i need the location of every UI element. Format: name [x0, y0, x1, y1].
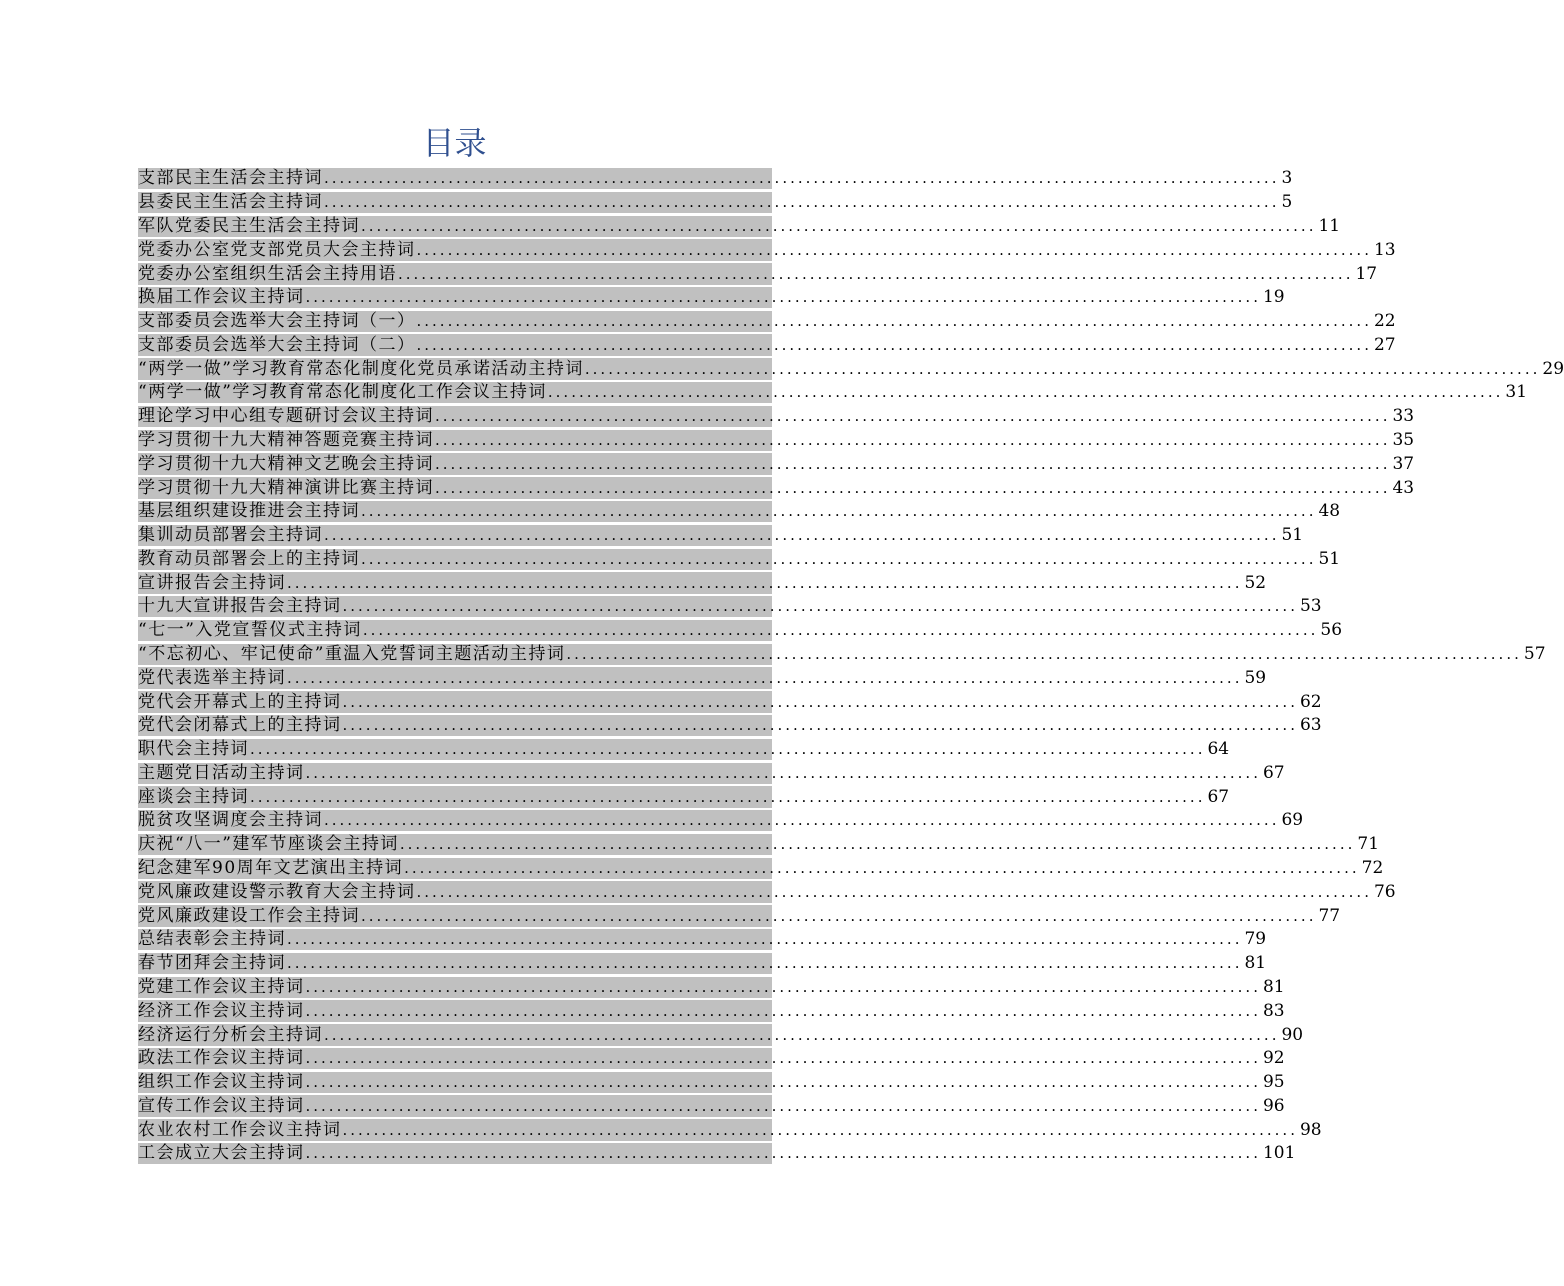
toc-entry-title: 工会成立大会主持词 [138, 1143, 305, 1164]
toc-entry-title: 春节团拜会主持词 [138, 953, 286, 974]
toc-dot-leader: ........................................................................................................................... [324, 169, 1280, 188]
toc-entry-title: 教育动员部署会上的主持词 [138, 548, 360, 569]
toc-entry-title: 换届工作会议主持词 [138, 287, 305, 308]
toc-entry[interactable] [138, 739, 1230, 760]
toc-entry-title: 宣传工作会议主持词 [138, 1095, 305, 1116]
toc-dot-leader: ........................................................................................................................... [416, 882, 1372, 901]
toc-page-number: 59 [1244, 667, 1267, 688]
toc-entry[interactable] [138, 525, 1304, 546]
toc-page-number: 81 [1262, 976, 1285, 997]
toc-entry-title: 支部委员会选举大会主持词（二） [138, 334, 416, 355]
toc-entry-title: 党风廉政建设警示教育大会主持词 [138, 881, 416, 902]
toc-entry[interactable] [138, 572, 1267, 593]
toc-dot-leader: ........................................................................................................................... [416, 240, 1372, 259]
toc-dot-leader: ........................................................................................................................... [361, 906, 1317, 925]
toc-entry[interactable] [138, 596, 1322, 617]
toc-dot-leader: ........................................................................................................................... [342, 597, 1298, 616]
toc-entry[interactable] [138, 406, 1415, 427]
toc-page-number: 95 [1262, 1072, 1285, 1093]
toc-entry-title: 宣讲报告会主持词 [138, 572, 286, 593]
toc-page-number: 96 [1262, 1095, 1285, 1116]
page-title: 目录 [422, 124, 487, 162]
toc-dot-leader: ........................................................................................................................... [305, 1073, 1261, 1092]
toc-entry[interactable] [138, 1048, 1285, 1069]
toc-dot-leader: ........................................................................................................................... [305, 1049, 1261, 1068]
toc-dot-leader: ........................................................................................................................... [584, 359, 1541, 378]
toc-entry[interactable] [138, 382, 1528, 403]
toc-dot-leader: ........................................................................................................................... [342, 716, 1298, 735]
toc-page-number: 29 [1542, 358, 1564, 379]
toc-entry[interactable] [138, 1119, 1322, 1140]
toc-dot-leader: ........................................................................................................................... [435, 430, 1391, 449]
toc-dot-leader: ........................................................................................................................... [435, 478, 1391, 497]
toc-dot-leader: ........................................................................................................................... [305, 288, 1261, 307]
toc-entry-title: 支部委员会选举大会主持词（一） [138, 311, 416, 332]
toc-page-number: 5 [1281, 192, 1293, 213]
toc-entry[interactable] [138, 477, 1415, 498]
toc-dot-leader: ........................................................................................................................... [416, 335, 1372, 354]
toc-entry[interactable] [138, 192, 1293, 213]
toc-dot-leader: ........................................................................................................................... [287, 668, 1243, 687]
toc-entry[interactable] [138, 762, 1285, 784]
toc-entry-title: 经济运行分析会主持词 [138, 1024, 323, 1045]
toc-page-number: 19 [1262, 287, 1285, 308]
toc-page-number: 35 [1392, 429, 1415, 450]
toc-entry-title: 军队党委民主生活会主持词 [138, 215, 360, 236]
toc-entry[interactable] [138, 263, 1378, 284]
toc-entry-title: 支部民主生活会主持词 [138, 168, 323, 189]
toc-page-number: 22 [1373, 311, 1396, 332]
toc-dot-leader: ........................................................................................................................... [399, 835, 1356, 854]
table-of-contents [138, 168, 1564, 1167]
toc-page-number: 71 [1357, 834, 1380, 855]
toc-entry-title: 经济工作会议主持词 [138, 1000, 305, 1021]
toc-page-number: 3 [1281, 168, 1293, 189]
toc-entry[interactable] [138, 691, 1322, 712]
toc-entry[interactable] [138, 1024, 1304, 1045]
toc-entry[interactable] [138, 429, 1415, 451]
toc-entry-title: 职代会主持词 [138, 739, 249, 760]
toc-entry-title: 县委民主生活会主持词 [138, 192, 323, 213]
toc-entry-title: 农业农村工作会议主持词 [138, 1119, 342, 1140]
toc-entry-title: 学习贯彻十九大精神演讲比赛主持词 [138, 477, 434, 498]
toc-entry[interactable] [138, 358, 1564, 379]
toc-entry-title: 集训动员部署会主持词 [138, 525, 323, 546]
toc-entry[interactable] [138, 168, 1293, 189]
toc-page-number: 79 [1244, 929, 1267, 950]
toc-page-number: 53 [1299, 596, 1322, 617]
toc-dot-leader: ........................................................................................................................... [566, 645, 1522, 664]
toc-page-number: 43 [1392, 477, 1415, 498]
toc-entry-title: 学习贯彻十九大精神文艺晚会主持词 [138, 453, 434, 474]
toc-entry[interactable] [138, 810, 1304, 831]
toc-entry-title: 学习贯彻十九大精神答题竞赛主持词 [138, 429, 434, 450]
toc-entry[interactable] [138, 881, 1396, 902]
toc-entry-title: “两学一做”学习教育常态化制度化工作会议主持词 [138, 382, 547, 403]
toc-page-number: 13 [1373, 239, 1396, 260]
toc-page-number: 64 [1207, 739, 1230, 760]
toc-dot-leader: ........................................................................................................................... [361, 216, 1317, 235]
toc-entry-title: “两学一做”学习教育常态化制度化党员承诺活动主持词 [138, 358, 584, 379]
toc-entry-title: 党代表选举主持词 [138, 667, 286, 688]
toc-page-number: 57 [1523, 644, 1546, 665]
toc-page-number: 63 [1299, 715, 1322, 736]
toc-entry[interactable] [138, 1095, 1285, 1116]
toc-page-number: 76 [1373, 881, 1396, 902]
toc-entry-title: 总结表彰会主持词 [138, 929, 286, 950]
toc-dot-leader: ........................................................................................................................... [398, 264, 1354, 283]
toc-dot-leader: ........................................................................................................................... [435, 407, 1391, 426]
toc-entry[interactable] [138, 644, 1546, 665]
toc-dot-leader: ........................................................................................................................... [416, 312, 1372, 331]
toc-page-number: 51 [1281, 525, 1304, 546]
toc-entry-title: 基层组织建设推进会主持词 [138, 501, 360, 522]
toc-entry-title: 党代会闭幕式上的主持词 [138, 715, 342, 736]
toc-dot-leader: ........................................................................................................................... [342, 692, 1298, 711]
toc-entry-title: 座谈会主持词 [138, 786, 249, 807]
toc-entry-title: 党委办公室组织生活会主持用语 [138, 263, 397, 284]
toc-entry-title: 主题党日活动主持词 [138, 762, 305, 783]
toc-page-number: 27 [1373, 334, 1396, 355]
toc-dot-leader: ........................................................................................................................... [324, 811, 1280, 830]
toc-page-number: 67 [1207, 786, 1230, 807]
toc-dot-leader: ........................................................................................................................... [287, 573, 1243, 592]
toc-page-number: 72 [1361, 858, 1384, 879]
toc-dot-leader: ........................................................................................................................... [362, 621, 1319, 640]
toc-entry[interactable] [138, 976, 1285, 998]
toc-entry[interactable] [138, 239, 1396, 260]
toc-dot-leader: ........................................................................................................................... [305, 763, 1261, 782]
toc-entry[interactable] [138, 501, 1341, 522]
toc-page-number: 83 [1262, 1000, 1285, 1021]
toc-entry[interactable] [138, 334, 1396, 355]
toc-dot-leader: ........................................................................................................................... [324, 526, 1280, 545]
toc-page-number: 56 [1320, 620, 1343, 641]
toc-dot-leader: ........................................................................................................................... [361, 549, 1317, 568]
toc-dot-leader: ........................................................................................................................... [324, 1025, 1280, 1044]
toc-page-number: 69 [1281, 810, 1304, 831]
toc-dot-leader: ........................................................................................................................... [361, 502, 1317, 521]
toc-page-number: 48 [1318, 501, 1341, 522]
toc-entry-title: 党委办公室党支部党员大会主持词 [138, 239, 416, 260]
toc-page-number: 90 [1281, 1024, 1304, 1045]
toc-dot-leader: ........................................................................................................................... [342, 1120, 1298, 1139]
toc-entry[interactable] [138, 548, 1341, 570]
toc-page-number: 31 [1505, 382, 1528, 403]
toc-page-number: 37 [1392, 453, 1415, 474]
toc-dot-leader: ........................................................................................................................... [250, 787, 1206, 806]
toc-entry-title: 组织工作会议主持词 [138, 1072, 305, 1093]
toc-entry-title: 脱贫攻坚调度会主持词 [138, 810, 323, 831]
toc-entry[interactable] [138, 858, 1384, 879]
toc-entry-title: 党风廉政建设工作会主持词 [138, 905, 360, 926]
toc-page-number: 77 [1318, 905, 1341, 926]
toc-entry-title: “七一”入党宣誓仪式主持词 [138, 620, 362, 641]
toc-page-number: 52 [1244, 572, 1267, 593]
toc-page-number: 62 [1299, 691, 1322, 712]
toc-entry[interactable] [138, 311, 1396, 332]
toc-page-number: 101 [1262, 1143, 1296, 1164]
toc-entry[interactable] [138, 905, 1341, 926]
toc-dot-leader: ........................................................................................................................... [305, 977, 1261, 996]
toc-dot-leader: ........................................................................................................................... [305, 1001, 1261, 1020]
toc-entry-title: 理论学习中心组专题研讨会议主持词 [138, 406, 434, 427]
toc-entry[interactable] [138, 287, 1285, 308]
toc-entry[interactable] [138, 453, 1415, 474]
toc-entry[interactable] [138, 929, 1267, 950]
toc-dot-leader: ........................................................................................................................... [287, 954, 1243, 973]
toc-dot-leader: ........................................................................................................................... [305, 1144, 1261, 1163]
toc-dot-leader: ........................................................................................................................... [324, 193, 1280, 212]
toc-dot-leader: ........................................................................................................................... [250, 740, 1206, 759]
toc-entry-title: 政法工作会议主持词 [138, 1048, 305, 1069]
toc-entry[interactable] [138, 715, 1322, 736]
toc-page-number: 51 [1318, 548, 1341, 569]
toc-entry-title: 党代会开幕式上的主持词 [138, 691, 342, 712]
toc-entry[interactable] [138, 1000, 1285, 1021]
toc-page-number: 98 [1299, 1119, 1322, 1140]
toc-dot-leader: ........................................................................................................................... [435, 454, 1391, 473]
toc-page-number: 17 [1355, 263, 1378, 284]
toc-entry[interactable] [138, 620, 1343, 641]
toc-page-number: 81 [1244, 953, 1267, 974]
toc-dot-leader: ........................................................................................................................... [547, 383, 1504, 402]
toc-page-number: 92 [1262, 1048, 1285, 1069]
toc-entry[interactable] [138, 1072, 1285, 1093]
toc-entry[interactable] [138, 786, 1230, 807]
toc-dot-leader: ........................................................................................................................... [404, 859, 1360, 878]
toc-page-number: 33 [1392, 406, 1415, 427]
toc-entry[interactable] [138, 667, 1267, 688]
toc-dot-leader: ........................................................................................................................... [305, 1096, 1261, 1115]
toc-entry-title: 纪念建军90周年文艺演出主持词 [138, 858, 404, 879]
toc-entry-title: 十九大宣讲报告会主持词 [138, 596, 342, 617]
toc-entry[interactable] [138, 215, 1341, 237]
toc-entry-title: 庆祝“八一”建军节座谈会主持词 [138, 834, 399, 855]
toc-page-number: 11 [1318, 215, 1341, 236]
toc-entry-title: 党建工作会议主持词 [138, 976, 305, 997]
toc-entry[interactable] [138, 1143, 1296, 1164]
toc-page-number: 67 [1262, 762, 1285, 783]
toc-entry[interactable] [138, 834, 1380, 855]
toc-entry[interactable] [138, 953, 1267, 974]
toc-dot-leader: ........................................................................................................................... [287, 930, 1243, 949]
toc-entry-title: “不忘初心、牢记使命”重温入党誓词主题活动主持词 [138, 644, 566, 665]
